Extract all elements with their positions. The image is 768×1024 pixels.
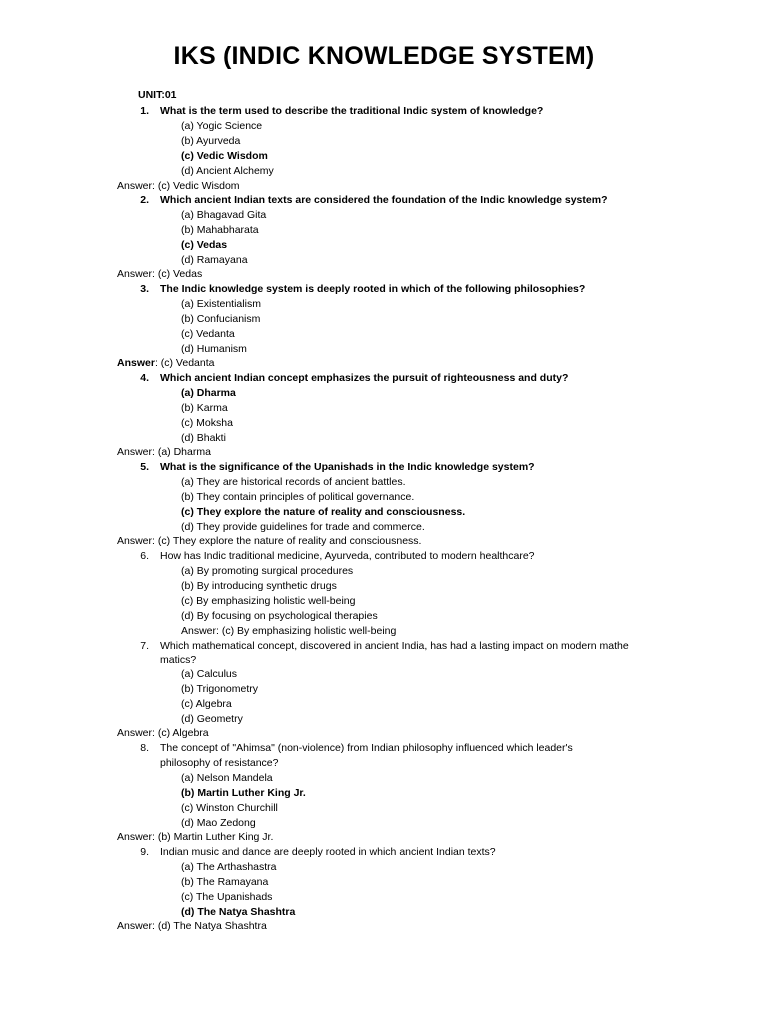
option: (d) Ramayana (181, 254, 248, 266)
answer-line: Answer: (c) By emphasizing holistic well-being (181, 625, 397, 637)
option: (c) Vedanta (181, 328, 235, 340)
option: (d) They provide guidelines for trade and commerce. (181, 521, 425, 533)
option: (a) Yogic Science (181, 120, 263, 132)
option: (b) Trigonometry (181, 683, 259, 695)
question-text: What is the term used to describe the traditional Indic system of knowledge? (160, 105, 544, 117)
option: (b) Ayurveda (181, 135, 241, 147)
option: (a) Bhagavad Gita (181, 209, 267, 221)
option: (b) By introducing synthetic drugs (181, 580, 337, 592)
option: (b) Confucianism (181, 313, 261, 325)
question-text: Which mathematical concept, discovered in ancient India, has had a lasting impact on modern mathe (160, 640, 629, 652)
option: (a) They are historical records of ancient battles. (181, 476, 406, 488)
option: (c) By emphasizing holistic well-being (181, 595, 356, 607)
option: (d) Geometry (181, 713, 243, 725)
answer-line: Answer: (d) The Natya Shashtra (117, 920, 267, 932)
question-text: The Indic knowledge system is deeply rooted in which of the following philosophies? (160, 283, 586, 295)
answer-line: Answer: (c) Algebra (117, 727, 209, 739)
answer-line: Answer: (c) Vedas (117, 268, 203, 280)
option: (c) Winston Churchill (181, 802, 278, 814)
question-number: 2. (140, 194, 149, 206)
question-text: Which ancient Indian texts are considered the foundation of the Indic knowledge system? (160, 194, 608, 206)
option: (d) Ancient Alchemy (181, 165, 274, 177)
option-correct: (b) Martin Luther King Jr. (181, 787, 306, 799)
option: (a) Calculus (181, 668, 238, 680)
question-number: 7. (140, 640, 149, 652)
question-text-continued: philosophy of resistance? (160, 757, 279, 769)
option: (a) The Arthashastra (181, 861, 277, 873)
option: (b) Mahabharata (181, 224, 259, 236)
option: (d) Mao Zedong (181, 817, 256, 829)
option: (b) The Ramayana (181, 876, 269, 888)
question-number: 5. (140, 461, 149, 473)
option: (a) Existentialism (181, 298, 261, 310)
option: (c) The Upanishads (181, 891, 273, 903)
answer-line (117, 357, 214, 369)
question-text: What is the significance of the Upanishads in the Indic knowledge system? (160, 461, 535, 473)
question-number: 9. (140, 846, 149, 858)
answer-line: Answer: (c) They explore the nature of reality and consciousness. (117, 535, 422, 547)
option-correct: (c) Vedic Wisdom (181, 150, 268, 162)
option: (a) Nelson Mandela (181, 772, 273, 784)
answer-line: Answer: (a) Dharma (117, 446, 211, 458)
question-text: Which ancient Indian concept emphasizes the pursuit of righteousness and duty? (160, 372, 569, 384)
question-text: Indian music and dance are deeply rooted in which ancient Indian texts? (160, 846, 496, 858)
option-correct: (c) They explore the nature of reality and consciousness. (181, 506, 466, 518)
question-text: The concept of "Ahimsa" (non-violence) from Indian philosophy influenced which leader's (160, 742, 573, 754)
option-correct: (c) Vedas (181, 239, 228, 251)
answer-line: Answer: (c) Vedic Wisdom (117, 180, 240, 192)
option: (d) Bhakti (181, 432, 226, 444)
question-text: How has Indic traditional medicine, Ayurveda, contributed to modern healthcare? (160, 550, 535, 562)
unit-heading: UNIT:01 (138, 89, 177, 101)
answer-label: Answer (117, 357, 155, 369)
answer-value: : (c) Vedanta (154, 357, 215, 369)
option: (a) By promoting surgical procedures (181, 565, 354, 577)
option: (c) Moksha (181, 417, 233, 429)
question-text-continued: matics? (160, 654, 197, 666)
question-number: 6. (140, 550, 149, 562)
option-correct: (d) The Natya Shashtra (181, 906, 296, 918)
option: (c) Algebra (181, 698, 232, 710)
question-number: 1. (140, 105, 149, 117)
page-title: IKS (INDIC KNOWLEDGE SYSTEM) (173, 42, 595, 70)
option: (b) They contain principles of political governance. (181, 491, 415, 503)
option: (b) Karma (181, 402, 228, 414)
option: (d) Humanism (181, 343, 247, 355)
question-number: 3. (140, 283, 149, 295)
answer-line: Answer: (b) Martin Luther King Jr. (117, 831, 274, 843)
question-number: 4. (140, 372, 149, 384)
option-correct: (a) Dharma (181, 387, 236, 399)
question-number: 8. (140, 742, 149, 754)
option: (d) By focusing on psychological therapies (181, 610, 378, 622)
